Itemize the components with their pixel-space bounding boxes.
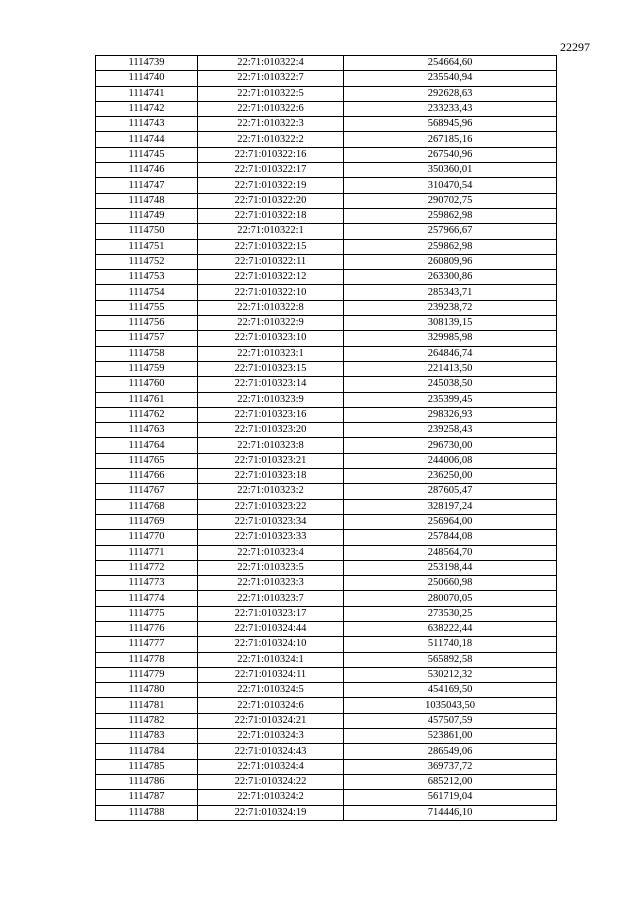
record-id-cell: 1114748 xyxy=(96,193,198,208)
record-id-cell: 1114780 xyxy=(96,683,198,698)
value-cell: 454169,50 xyxy=(344,683,557,698)
record-id-cell: 1114774 xyxy=(96,591,198,606)
record-id-cell: 1114739 xyxy=(96,56,198,71)
cadastral-number-cell: 22:71:010322:16 xyxy=(198,147,344,162)
cadastral-number-cell: 22:71:010322:20 xyxy=(198,193,344,208)
cadastral-number-cell: 22:71:010322:6 xyxy=(198,101,344,116)
cadastral-number-cell: 22:71:010322:3 xyxy=(198,117,344,132)
value-cell: 267185,16 xyxy=(344,132,557,147)
cadastral-number-cell: 22:71:010322:10 xyxy=(198,285,344,300)
value-cell: 511740,18 xyxy=(344,637,557,652)
cadastral-number-cell: 22:71:010322:17 xyxy=(198,163,344,178)
record-id-cell: 1114781 xyxy=(96,698,198,713)
value-cell: 369737,72 xyxy=(344,759,557,774)
value-cell: 523861,00 xyxy=(344,729,557,744)
value-cell: 235399,45 xyxy=(344,392,557,407)
table-row xyxy=(96,300,557,315)
record-id-cell: 1114779 xyxy=(96,667,198,682)
table-row xyxy=(96,713,557,728)
record-id-cell: 1114741 xyxy=(96,86,198,101)
cadastral-number-cell: 22:71:010324:10 xyxy=(198,637,344,652)
record-id-cell: 1114757 xyxy=(96,331,198,346)
cadastral-number-cell: 22:71:010322:5 xyxy=(198,86,344,101)
table-row xyxy=(96,729,557,744)
record-id-cell: 1114773 xyxy=(96,576,198,591)
cadastral-number-cell: 22:71:010323:10 xyxy=(198,331,344,346)
record-id-cell: 1114784 xyxy=(96,744,198,759)
value-cell: 248564,70 xyxy=(344,545,557,560)
value-cell: 308139,15 xyxy=(344,316,557,331)
record-id-cell: 1114752 xyxy=(96,254,198,269)
cadastral-number-cell: 22:71:010323:8 xyxy=(198,438,344,453)
table-row xyxy=(96,117,557,132)
record-id-cell: 1114778 xyxy=(96,652,198,667)
cadastral-number-cell: 22:71:010323:20 xyxy=(198,423,344,438)
cadastral-number-cell: 22:71:010324:4 xyxy=(198,759,344,774)
table-row xyxy=(96,545,557,560)
value-cell: 273530,25 xyxy=(344,606,557,621)
value-cell: 329985,98 xyxy=(344,331,557,346)
cadastral-number-cell: 22:71:010322:2 xyxy=(198,132,344,147)
record-id-cell: 1114772 xyxy=(96,560,198,575)
record-id-cell: 1114788 xyxy=(96,805,198,820)
table-row xyxy=(96,377,557,392)
cadastral-number-cell: 22:71:010323:5 xyxy=(198,560,344,575)
table-row xyxy=(96,392,557,407)
value-cell: 257844,08 xyxy=(344,530,557,545)
record-id-cell: 1114782 xyxy=(96,713,198,728)
table-row xyxy=(96,56,557,71)
record-id-cell: 1114756 xyxy=(96,316,198,331)
table-row xyxy=(96,484,557,499)
table-row xyxy=(96,698,557,713)
data-table xyxy=(95,55,557,821)
table-row xyxy=(96,224,557,239)
record-id-cell: 1114740 xyxy=(96,71,198,86)
record-id-cell: 1114744 xyxy=(96,132,198,147)
value-cell: 256964,00 xyxy=(344,514,557,529)
table-row xyxy=(96,208,557,223)
value-cell: 244006,08 xyxy=(344,453,557,468)
table-row xyxy=(96,576,557,591)
cadastral-number-cell: 22:71:010324:1 xyxy=(198,652,344,667)
value-cell: 561719,04 xyxy=(344,790,557,805)
value-cell: 259862,98 xyxy=(344,208,557,223)
value-cell: 298326,93 xyxy=(344,407,557,422)
table-row xyxy=(96,423,557,438)
value-cell: 1035043,50 xyxy=(344,698,557,713)
record-id-cell: 1114749 xyxy=(96,208,198,223)
table-row xyxy=(96,683,557,698)
table-row xyxy=(96,652,557,667)
table-row xyxy=(96,86,557,101)
cadastral-number-cell: 22:71:010324:2 xyxy=(198,790,344,805)
record-id-cell: 1114783 xyxy=(96,729,198,744)
table-row xyxy=(96,147,557,162)
cadastral-number-cell: 22:71:010323:18 xyxy=(198,469,344,484)
cadastral-number-cell: 22:71:010323:14 xyxy=(198,377,344,392)
value-cell: 233233,43 xyxy=(344,101,557,116)
cadastral-number-cell: 22:71:010323:3 xyxy=(198,576,344,591)
table-row xyxy=(96,331,557,346)
value-cell: 296730,00 xyxy=(344,438,557,453)
value-cell: 221413,50 xyxy=(344,361,557,376)
cadastral-number-cell: 22:71:010322:12 xyxy=(198,270,344,285)
cadastral-number-cell: 22:71:010323:21 xyxy=(198,453,344,468)
table-row xyxy=(96,790,557,805)
cadastral-number-cell: 22:71:010324:22 xyxy=(198,774,344,789)
record-id-cell: 1114751 xyxy=(96,239,198,254)
table-row xyxy=(96,744,557,759)
table-row xyxy=(96,805,557,820)
table-row xyxy=(96,254,557,269)
table-row xyxy=(96,530,557,545)
record-id-cell: 1114743 xyxy=(96,117,198,132)
value-cell: 530212,32 xyxy=(344,667,557,682)
value-cell: 328197,24 xyxy=(344,499,557,514)
value-cell: 638222,44 xyxy=(344,621,557,636)
value-cell: 310470,54 xyxy=(344,178,557,193)
record-id-cell: 1114759 xyxy=(96,361,198,376)
value-cell: 286549,06 xyxy=(344,744,557,759)
value-cell: 350360,01 xyxy=(344,163,557,178)
table-row xyxy=(96,759,557,774)
value-cell: 239258,43 xyxy=(344,423,557,438)
table-row xyxy=(96,499,557,514)
record-id-cell: 1114763 xyxy=(96,423,198,438)
cadastral-number-cell: 22:71:010324:11 xyxy=(198,667,344,682)
table-row xyxy=(96,178,557,193)
record-id-cell: 1114754 xyxy=(96,285,198,300)
record-id-cell: 1114770 xyxy=(96,530,198,545)
record-id-cell: 1114753 xyxy=(96,270,198,285)
table-row xyxy=(96,453,557,468)
cadastral-number-cell: 22:71:010324:19 xyxy=(198,805,344,820)
value-cell: 568945,96 xyxy=(344,117,557,132)
cadastral-number-cell: 22:71:010322:19 xyxy=(198,178,344,193)
record-id-cell: 1114742 xyxy=(96,101,198,116)
page-number: 22297 xyxy=(560,40,590,54)
value-cell: 287605,47 xyxy=(344,484,557,499)
cadastral-number-cell: 22:71:010323:33 xyxy=(198,530,344,545)
record-id-cell: 1114767 xyxy=(96,484,198,499)
table-row xyxy=(96,621,557,636)
record-id-cell: 1114747 xyxy=(96,178,198,193)
record-id-cell: 1114745 xyxy=(96,147,198,162)
table-row xyxy=(96,285,557,300)
value-cell: 253198,44 xyxy=(344,560,557,575)
record-id-cell: 1114785 xyxy=(96,759,198,774)
table-row xyxy=(96,514,557,529)
table-row xyxy=(96,361,557,376)
table-row xyxy=(96,193,557,208)
record-id-cell: 1114768 xyxy=(96,499,198,514)
cadastral-number-cell: 22:71:010323:1 xyxy=(198,346,344,361)
record-id-cell: 1114775 xyxy=(96,606,198,621)
cadastral-number-cell: 22:71:010324:6 xyxy=(198,698,344,713)
table-row xyxy=(96,101,557,116)
table-row xyxy=(96,438,557,453)
table-row xyxy=(96,637,557,652)
table-row xyxy=(96,407,557,422)
table-row xyxy=(96,163,557,178)
cadastral-number-cell: 22:71:010323:17 xyxy=(198,606,344,621)
value-cell: 254664,60 xyxy=(344,56,557,71)
record-id-cell: 1114746 xyxy=(96,163,198,178)
value-cell: 290702,75 xyxy=(344,193,557,208)
table-row xyxy=(96,239,557,254)
record-id-cell: 1114760 xyxy=(96,377,198,392)
cadastral-number-cell: 22:71:010324:5 xyxy=(198,683,344,698)
cadastral-number-cell: 22:71:010322:15 xyxy=(198,239,344,254)
value-cell: 245038,50 xyxy=(344,377,557,392)
cadastral-number-cell: 22:71:010323:34 xyxy=(198,514,344,529)
table-row xyxy=(96,591,557,606)
cadastral-number-cell: 22:71:010324:21 xyxy=(198,713,344,728)
record-id-cell: 1114776 xyxy=(96,621,198,636)
record-id-cell: 1114777 xyxy=(96,637,198,652)
cadastral-number-cell: 22:71:010322:9 xyxy=(198,316,344,331)
cadastral-number-cell: 22:71:010323:7 xyxy=(198,591,344,606)
record-id-cell: 1114765 xyxy=(96,453,198,468)
table-row xyxy=(96,132,557,147)
table-row xyxy=(96,71,557,86)
value-cell: 285343,71 xyxy=(344,285,557,300)
table-row xyxy=(96,270,557,285)
value-cell: 236250,00 xyxy=(344,469,557,484)
table-row xyxy=(96,469,557,484)
cadastral-number-cell: 22:71:010322:18 xyxy=(198,208,344,223)
value-cell: 292628,63 xyxy=(344,86,557,101)
value-cell: 685212,00 xyxy=(344,774,557,789)
cadastral-number-cell: 22:71:010322:7 xyxy=(198,71,344,86)
cadastral-number-cell: 22:71:010324:43 xyxy=(198,744,344,759)
value-cell: 457507,59 xyxy=(344,713,557,728)
cadastral-number-cell: 22:71:010322:4 xyxy=(198,56,344,71)
value-cell: 260809,96 xyxy=(344,254,557,269)
cadastral-number-cell: 22:71:010322:8 xyxy=(198,300,344,315)
record-id-cell: 1114761 xyxy=(96,392,198,407)
record-id-cell: 1114750 xyxy=(96,224,198,239)
cadastral-number-cell: 22:71:010324:3 xyxy=(198,729,344,744)
cadastral-number-cell: 22:71:010323:2 xyxy=(198,484,344,499)
value-cell: 565892,58 xyxy=(344,652,557,667)
record-id-cell: 1114766 xyxy=(96,469,198,484)
record-id-cell: 1114787 xyxy=(96,790,198,805)
table-body xyxy=(96,56,557,821)
cadastral-number-cell: 22:71:010323:4 xyxy=(198,545,344,560)
value-cell: 257966,67 xyxy=(344,224,557,239)
value-cell: 264846,74 xyxy=(344,346,557,361)
value-cell: 263300,86 xyxy=(344,270,557,285)
value-cell: 235540,94 xyxy=(344,71,557,86)
record-id-cell: 1114771 xyxy=(96,545,198,560)
cadastral-number-cell: 22:71:010323:22 xyxy=(198,499,344,514)
record-id-cell: 1114762 xyxy=(96,407,198,422)
value-cell: 239238,72 xyxy=(344,300,557,315)
record-id-cell: 1114786 xyxy=(96,774,198,789)
cadastral-number-cell: 22:71:010322:1 xyxy=(198,224,344,239)
value-cell: 267540,96 xyxy=(344,147,557,162)
record-id-cell: 1114758 xyxy=(96,346,198,361)
value-cell: 259862,98 xyxy=(344,239,557,254)
cadastral-number-cell: 22:71:010324:44 xyxy=(198,621,344,636)
record-id-cell: 1114764 xyxy=(96,438,198,453)
value-cell: 280070,05 xyxy=(344,591,557,606)
table-row xyxy=(96,560,557,575)
value-cell: 250660,98 xyxy=(344,576,557,591)
table-row xyxy=(96,667,557,682)
value-cell: 714446,10 xyxy=(344,805,557,820)
cadastral-number-cell: 22:71:010322:11 xyxy=(198,254,344,269)
table-row xyxy=(96,774,557,789)
table-row xyxy=(96,606,557,621)
cadastral-number-cell: 22:71:010323:15 xyxy=(198,361,344,376)
table-row xyxy=(96,346,557,361)
record-id-cell: 1114769 xyxy=(96,514,198,529)
table-row xyxy=(96,316,557,331)
record-id-cell: 1114755 xyxy=(96,300,198,315)
cadastral-number-cell: 22:71:010323:9 xyxy=(198,392,344,407)
cadastral-number-cell: 22:71:010323:16 xyxy=(198,407,344,422)
